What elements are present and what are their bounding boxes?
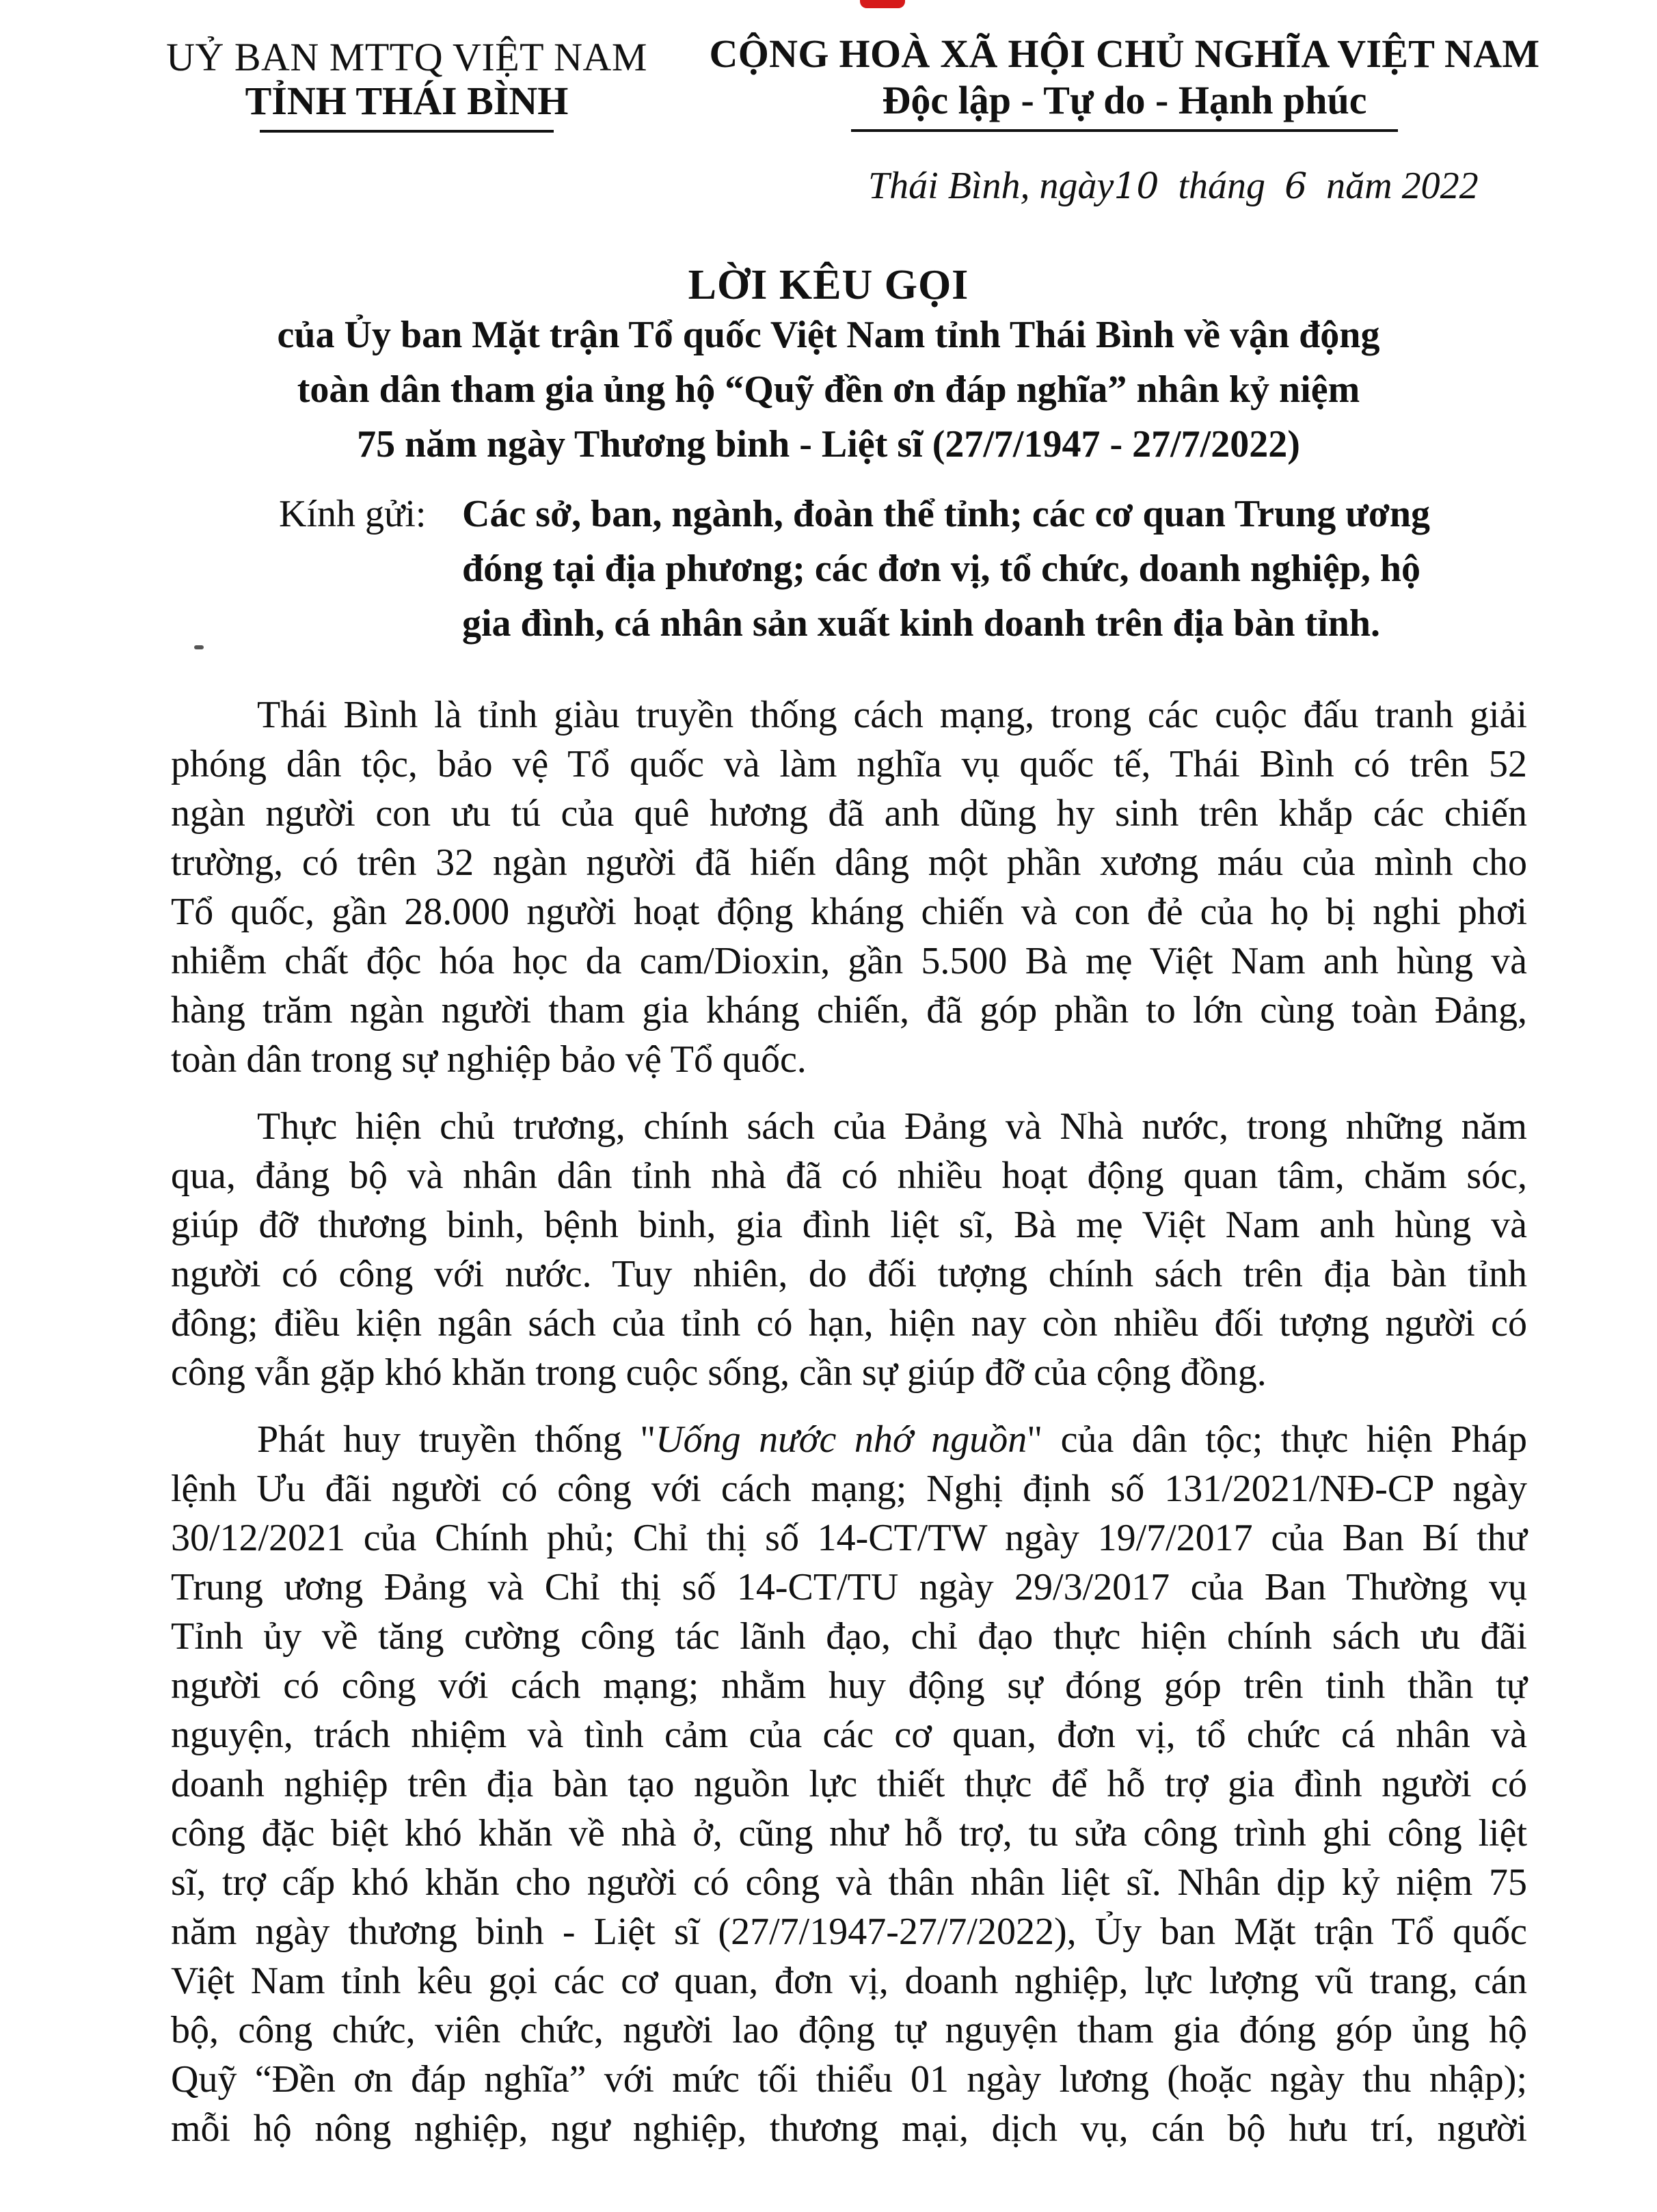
subtitle-line: toàn dân tham gia ủng hộ “Quỹ đền ơn đáp nghĩa” nhân kỷ niệm [297,368,1360,411]
paragraph-line: giúp đỡ thương binh, bệnh binh, gia đình liệt sĩ, Bà mẹ Việt Nam anh hùng và [171,1204,1527,1246]
subtitle-line: của Ủy ban Mặt trận Tổ quốc Việt Nam tỉnh Thái Bình về vận động [277,314,1380,356]
issuer-underline [260,130,554,133]
issuer-name: UỶ BAN MTTQ VIỆT NAM [166,35,647,79]
paragraph-line: doanh nghiệp trên địa bàn tạo nguồn lực thiết thực để hỗ trợ gia đình người có [171,1763,1527,1805]
issuer-header [144,36,670,133]
quote-close-text: " của dân tộc; thực hiện Pháp [1027,1418,1527,1461]
scan-speck [194,645,204,649]
paragraph-line: phóng dân tộc, bảo vệ Tổ quốc và làm nghĩa vụ quốc tế, Thái Bình có trên 52 [171,743,1527,785]
date-day-handwritten: 10 [1114,166,1159,207]
paragraph-line: Việt Nam tỉnh kêu gọi các cơ quan, đơn vị, doanh nghiệp, lực lượng vũ trang, cán [171,1960,1527,2002]
paragraph-line: nguyện, trách nhiệm và tình cảm của các cơ quan, đơn vị, tổ chức cá nhân và [171,1714,1527,1756]
paragraph-line: sĩ, trợ cấp khó khăn cho người có công và thân nhân liệt sĩ. Nhân dịp kỷ niệm 75 [171,1861,1527,1904]
recipients-line: Các sở, ban, ngành, đoàn thể tỉnh; các cơ quan Trung ương [462,493,1430,535]
paragraph-line: Quỹ “Đền ơn đáp nghĩa” với mức tối thiểu 01 ngày lương (hoặc ngày thu nhập); [171,2058,1527,2101]
paragraph-line: công vẫn gặp khó khăn trong cuộc sống, cần sự giúp đỡ của cộng đồng. [171,1351,1267,1394]
paragraph-line: đông; điều kiện ngân sách của tỉnh có hạn, hiện nay còn nhiều đối tượng người có [171,1302,1527,1345]
document-subtitle [137,308,1520,472]
paragraph-line: Trung ương Đảng và Chỉ thị số 14-CT/TU ngày 29/3/2017 của Ban Thường vụ [171,1566,1527,1608]
recipients-line: gia đình, cá nhân sản xuất kinh doanh trên địa bàn tỉnh. [462,602,1380,645]
paragraph-line: hàng trăm ngàn người tham gia kháng chiến, đã góp phần to lớn cùng toàn Đảng, [171,989,1527,1031]
paragraph-line: lệnh Ưu đãi người có công với cách mạng; Nghị định số 131/2021/NĐ-CP ngày [171,1468,1527,1510]
paragraph-line: Thái Bình là tỉnh giàu truyền thống cách mạng, trong các cuộc đấu tranh giải [257,694,1527,736]
paragraph-line: bộ, công chức, viên chức, người lao động tự nguyện tham gia đóng góp ủng hộ [171,2009,1527,2051]
paragraph-line: ngàn người con ưu tú của quê hương đã anh dũng hy sinh trên khắp các chiến [171,792,1527,835]
national-motto: Độc lập - Tự do - Hạnh phúc [882,78,1367,122]
issuer-province: TỈNH THÁI BÌNH [245,79,569,123]
paragraph-line: năm ngày thương binh - Liệt sĩ (27/7/1947-27/7/2022), Ủy ban Mặt trận Tổ quốc [171,1911,1527,1953]
recipients-line: đóng tại địa phương; các đơn vị, tổ chức, doanh nghiệp, hộ [462,548,1420,590]
place-date-line [868,164,1479,208]
subtitle-line: 75 năm ngày Thương binh - Liệt sĩ (27/7/1947 - 27/7/2022) [357,423,1300,466]
paragraph-line: 30/12/2021 của Chính phủ; Chỉ thị số 14-CT/TW ngày 19/7/2017 của Ban Bí thư [171,1517,1527,1559]
paragraph-line: qua, đảng bộ và nhân dân tỉnh nhà đã có nhiều hoạt động quan tâm, chăm sóc, [171,1155,1527,1197]
paragraph-line: Tỉnh ủy về tăng cường công tác lãnh đạo, chỉ đạo thực hiện chính sách ưu đãi [171,1615,1527,1658]
paragraph-line: toàn dân trong sự nghiệp bảo vệ Tổ quốc. [171,1038,807,1081]
date-month-label: tháng [1178,165,1266,207]
red-ink-mark [860,0,905,8]
paragraph-line: nhiễm chất độc hóa học da cam/Dioxin, gần 5.500 Bà mẹ Việt Nam anh hùng và [171,940,1527,982]
paragraph-line: người có công với cách mạng; nhằm huy động sự đóng góp trên tinh thần tự [171,1664,1527,1707]
paragraph-3 [171,1415,1527,2153]
national-header [704,31,1545,132]
paragraph-line: trường, có trên 32 ngàn người đã hiến dâng một phần xương máu của mình cho [171,841,1527,884]
paragraph-1 [171,690,1527,1084]
paragraph-line: người có công với nước. Tuy nhiên, do đối tượng chính sách trên địa bàn tỉnh [171,1253,1527,1295]
national-title: CỘNG HOÀ XÃ HỘI CHỦ NGHĨA VIỆT NAM [709,31,1540,76]
date-month-handwritten: 6 [1284,166,1308,207]
date-prefix: Thái Bình, ngày [868,165,1114,207]
quote-open-text: Phát huy truyền thống " [257,1418,656,1461]
document-body [171,690,1527,2170]
recipients-list [462,487,1549,651]
date-year: năm 2022 [1326,165,1479,207]
paragraph-line: công đặc biệt khó khăn về nhà ở, cũng như hỗ trợ, tu sửa công trình ghi công liệt [171,1812,1527,1854]
paragraph-line [171,1415,1527,1464]
paragraph-line: Thực hiện chủ trương, chính sách của Đảng và Nhà nước, trong những năm [257,1105,1527,1148]
paragraph-2 [171,1102,1527,1397]
proverb-italic: Uống nước nhớ nguồn [656,1418,1027,1461]
recipients-label: Kính gửi: [279,493,427,535]
paragraph-line: mỗi hộ nông nghiệp, ngư nghiệp, thương mại, dịch vụ, cán bộ hưu trí, người [171,2107,1527,2150]
document-title: LỜI KÊU GỌI [688,262,969,308]
motto-underline [851,129,1398,132]
paragraph-line: Tổ quốc, gần 28.000 người hoạt động kháng chiến và con đẻ của họ bị nghi phơi [171,891,1527,933]
